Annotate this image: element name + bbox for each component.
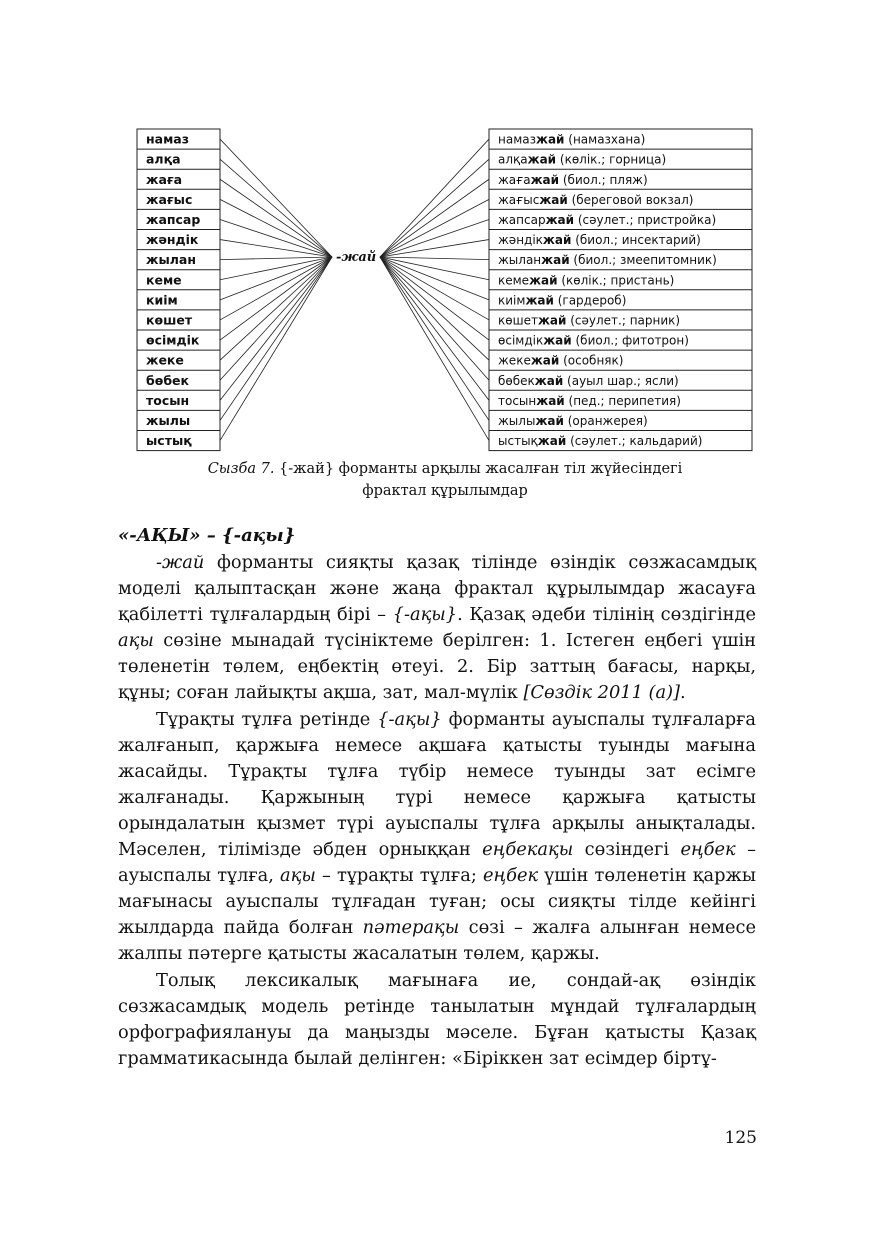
left-word: кеме bbox=[146, 272, 182, 288]
left-word: көшет bbox=[146, 312, 193, 328]
connector-line-left bbox=[220, 257, 332, 441]
connector-line-right bbox=[380, 257, 489, 441]
connector-line-right bbox=[380, 257, 489, 280]
connector-lines bbox=[220, 139, 489, 441]
right-compound: жағажай (биол.; пляж) bbox=[498, 172, 648, 187]
italic-run: ақы bbox=[118, 630, 154, 652]
left-word: намаз bbox=[146, 131, 189, 147]
text-run: – тұрақты тұлға; bbox=[315, 865, 483, 887]
italic-run: {-ақы} bbox=[392, 604, 458, 626]
right-compound: тосынжай (пед.; перипетия) bbox=[498, 393, 681, 408]
figure-caption bbox=[140, 458, 750, 502]
italic-run: [Сөздік 2011 (a)] bbox=[523, 682, 680, 704]
connector-line-right bbox=[380, 257, 489, 340]
italic-run: {-ақы} bbox=[377, 708, 442, 730]
right-compound: киімжай (гардероб) bbox=[498, 293, 627, 308]
connector-line-right bbox=[380, 257, 489, 320]
connector-line-left bbox=[220, 257, 332, 340]
right-compound: өсімдікжай (биол.; фитотрон) bbox=[498, 333, 689, 348]
left-word: жылы bbox=[146, 412, 191, 428]
right-compound: жәндікжай (биол.; инсектарий) bbox=[498, 233, 701, 248]
connector-line-left bbox=[220, 257, 332, 360]
right-compound: жыланжай (биол.; змеепитомник) bbox=[498, 253, 717, 268]
text-run: форманты ауыспалы тұлғаларға жалғанып, қаржыға немесе ақшаға қатысты туынды мағына жасайды. Тұрақты тұлға түбір немесе туынды зат есімге жалғанады. Қаржының түрі немесе қаржыға қатысты орындалатын қызмет түрі ауыспалы тұлға арқылы анықталады. Мәселен, тілімізде әбден орныққан bbox=[118, 708, 756, 861]
connector-line-left bbox=[220, 139, 332, 257]
connector-line-right bbox=[380, 179, 489, 257]
fractal-diagram bbox=[0, 0, 875, 460]
connector-line-left bbox=[220, 257, 332, 320]
left-word: жапсар bbox=[146, 211, 201, 227]
left-word: бөбек bbox=[146, 372, 190, 388]
left-word: алқа bbox=[146, 151, 181, 167]
connector-line-right bbox=[380, 257, 489, 260]
right-compound: жағысжай (береговой вокзал) bbox=[498, 192, 694, 207]
text-run: – ауыспалы тұлға, bbox=[118, 839, 757, 887]
caption-label: Сызба 7. bbox=[207, 461, 275, 477]
italic-run: ақы bbox=[280, 865, 316, 887]
text-run: сөзіндегі bbox=[573, 839, 681, 861]
caption-line1: {-жай} форманты арқылы жасалған тіл жүйесіндегі bbox=[274, 461, 683, 477]
left-word-table bbox=[137, 129, 220, 451]
left-word: жаға bbox=[146, 171, 183, 187]
text-run: үшін төленетін қаржы мағынасы ауыспалы тұлғадан туған; осы сияқты тілде кейінгі жылдарда пайда болған bbox=[118, 865, 756, 939]
right-compound: кемежай (көлік.; пристань) bbox=[498, 273, 675, 288]
paragraph bbox=[118, 707, 756, 968]
connector-line-left bbox=[220, 257, 332, 260]
text-run: сөзіне мынадай түсініктеме берілген: 1. Істеген еңбегі үшін төленетін төлем, еңбектің өтеуі. 2. Бір заттың бағасы, нарқы, құны; соған лайықты ақша, зат, мал-мүлік bbox=[118, 630, 756, 704]
left-word: киім bbox=[146, 292, 178, 308]
left-word: тосын bbox=[146, 392, 190, 408]
text-run: Тұрақты тұлға ретінде bbox=[156, 708, 378, 730]
paragraph bbox=[118, 550, 756, 707]
connector-line-right bbox=[380, 257, 489, 420]
italic-run: еңбек bbox=[680, 839, 736, 861]
text-run: форманты сияқты қазақ тілінде өзіндік сөзжасамдық моделі қалыптасқан және жаңа фрактал құрылымдар жасауға қабілетті тұлғалардың бірі – bbox=[118, 552, 756, 626]
connector-line-left bbox=[220, 257, 332, 380]
left-word: ыстық bbox=[146, 433, 192, 449]
connector-line-right bbox=[380, 219, 489, 257]
right-compound: алқажай (көлік.; горница) bbox=[498, 152, 667, 167]
italic-run: -жай bbox=[156, 552, 205, 573]
left-word: жәндік bbox=[146, 232, 199, 248]
body-text bbox=[118, 522, 756, 1072]
page-number: 125 bbox=[724, 1128, 757, 1148]
right-compound: жапсаржай (сәулет.; пристройка) bbox=[498, 212, 717, 227]
italic-run: еңбекақы bbox=[482, 839, 574, 861]
text-run: . bbox=[679, 682, 686, 704]
right-compound: жекежай (особняк) bbox=[498, 353, 624, 368]
right-compound: жылыжай (оранжерея) bbox=[498, 413, 648, 428]
text-run: сөзі – жалға алынған немесе жалпы пәтерге қатысты жасалатын төлем, қаржы. bbox=[118, 917, 756, 965]
right-compound: бөбекжай (ауыл шар.; ясли) bbox=[498, 373, 679, 388]
right-compound: ыстықжай (сәулет.; кальдарий) bbox=[498, 434, 703, 449]
connector-line-left bbox=[220, 179, 332, 257]
italic-run: пәтерақы bbox=[362, 917, 460, 939]
connector-line-right bbox=[380, 257, 489, 380]
connector-line-right bbox=[380, 257, 489, 360]
right-word-table bbox=[489, 129, 752, 451]
paragraph bbox=[118, 968, 756, 1072]
text-run: Толық лексикалық мағынаға ие, сондай-ақ өзіндік сөзжасамдық модель ретінде танылатын мұндай тұлғалардың орфографиялануы да маңызды мәселе. Бұған қатысты Қазақ грамматикасында былай делінген: «Біріккен зат есімдер біртұ- bbox=[118, 969, 756, 1069]
left-word: жағыс bbox=[146, 191, 193, 207]
caption-line2: фрактал құрылымдар bbox=[362, 483, 528, 499]
italic-run: еңбек bbox=[482, 865, 539, 887]
text-run: . Қазақ әдеби тілінің сөздігінде bbox=[457, 604, 756, 626]
left-word: өсімдік bbox=[146, 332, 200, 348]
right-compound: намазжай (намазхана) bbox=[498, 132, 646, 147]
connector-line-left bbox=[220, 219, 332, 257]
connector-line-left bbox=[220, 257, 332, 420]
connector-line-right bbox=[380, 139, 489, 257]
left-word: жеке bbox=[146, 352, 184, 368]
connector-line-left bbox=[220, 257, 332, 280]
section-heading: «-АҚЫ» – {-ақы} bbox=[118, 525, 296, 546]
right-compound: көшетжай (сәулет.; парник) bbox=[498, 313, 681, 328]
left-word: жылан bbox=[146, 252, 196, 268]
center-suffix-label: -жай bbox=[336, 250, 377, 265]
